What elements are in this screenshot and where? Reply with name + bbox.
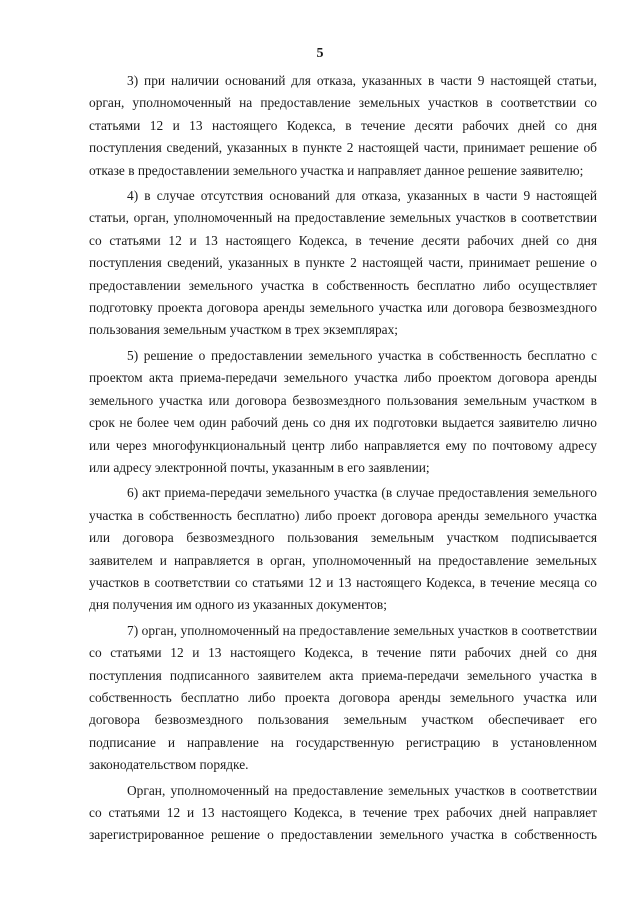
document-body (89, 70, 597, 850)
paragraph-item-3: 3) при наличии оснований для отказа, указанных в части 9 настоящей статьи, орган, уполномоченный на предоставление земельных участков в соответствии со статьями 12 и 13 настоящего Кодекса, в течение десяти рабочих дней со дня поступления сведений, указанных в пункте 2 настоящей части, принимает решение об отказе в предоставлении земельного участка и направляет данное решение заявителю; (89, 73, 597, 178)
paragraph-item-7: 7) орган, уполномоченный на предоставление земельных участков в соответствии со статьями 12 и 13 настоящего Кодекса, в течение пяти рабочих дней со дня поступления подписанного заявителем акта приема-передачи земельного участка в собственность бесплатно либо проекта договора аренды земельного участка или договора безвозмездного пользования земельным участком обеспечивает его подписание и направление на государственную регистрацию в установленном законодательством порядке. (89, 622, 597, 773)
page-number: 5 (316, 46, 324, 61)
paragraph-authority-notice: Орган, уполномоченный на предоставление земельных участков в соответствии со статьями 12 и 13 настоящего Кодекса, в течение трех рабочих дней направляет зарегистрированное решение о предоставлении земельного участка в собственность (89, 782, 597, 843)
paragraph-item-6: 6) акт приема-передачи земельного участка (в случае предоставления земельного участка в собственность бесплатно) либо проект договора аренды земельного участка или договора безвозмездного пользования земельным участком подписывается заявителем и направляется в орган, уполномоченный на предоставление земельных участков в соответствии со статьями 12 и 13 настоящего Кодекса, в течение месяца со дня получения им одного из указанных документов; (89, 485, 597, 613)
paragraph-item-4: 4) в случае отсутствия оснований для отказа, указанных в части 9 настоящей статьи, орган, уполномоченный на предоставление земельных участков в соответствии со статьями 12 и 13 настоящего Кодекса, в течение десяти рабочих дней со дня поступления сведений, указанных в пункте 2 настоящей части, принимает решение о предоставлении земельного участка в собственность бесплатно либо осуществляет подготовку проекта договора аренды земельного участка или договора безвозмездного пользования земельным участком в трех экземплярах; (89, 188, 597, 338)
paragraph-item-5: 5) решение о предоставлении земельного участка в собственность бесплатно с проектом акта приема-передачи земельного участка либо проектом договора аренды земельного участка или договора безвозмездного пользования земельным участком в срок не более чем один рабочий день со дня их подготовки выдается заявителю лично или через многофункциональный центр либо направляется ему по почтовому адресу или адресу электронной почты, указанным в его заявлении; (89, 347, 597, 475)
